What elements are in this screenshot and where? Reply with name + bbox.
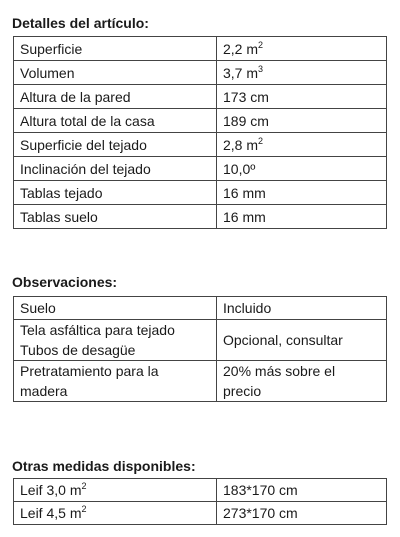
observations-table [13, 296, 387, 402]
detail-value: 2,2 $m^2$ [217, 37, 387, 61]
unit-superscript: 2 [258, 135, 264, 146]
detail-label: Superficie del tejado [14, 133, 217, 157]
detail-label: Tablas suelo [14, 205, 217, 229]
size-label: Leif 3,0 $m^2$ [14, 479, 217, 502]
detail-value: 16 mm [217, 205, 387, 229]
unit-superscript: 3 [258, 63, 264, 74]
other-sizes-table [13, 478, 387, 525]
observation-value: 20% más sobre el precio [217, 361, 387, 402]
observation-label: Tela asfáltica para tejado Tubos de desagüe [14, 320, 217, 361]
unit-superscript: 2 [258, 39, 264, 50]
size-value: 183*170 cm [217, 479, 387, 502]
detail-value: 173 cm [217, 85, 387, 109]
details-row-floor-boards [14, 205, 387, 229]
details-row-volume [14, 61, 387, 85]
observation-value: Opcional, consultar [217, 320, 387, 361]
other-sizes-heading: Otras medidas disponibles: [12, 458, 196, 474]
details-row-wall-height [14, 85, 387, 109]
details-row-total-height [14, 109, 387, 133]
observation-label: Suelo [14, 297, 217, 320]
detail-label: Inclinación del tejado [14, 157, 217, 181]
detail-value: 16 mm [217, 181, 387, 205]
details-heading: Detalles del artículo: [12, 15, 149, 31]
unit-superscript: 2 [81, 481, 87, 491]
observations-row-roofing [14, 320, 387, 361]
detail-label: Altura total de la casa [14, 109, 217, 133]
details-table [13, 36, 387, 229]
detail-label: Altura de la pared [14, 85, 217, 109]
observations-heading: Observaciones: [12, 274, 118, 290]
detail-label: Tablas tejado [14, 181, 217, 205]
detail-value: 10,0º [217, 157, 387, 181]
observation-value: Incluido [217, 297, 387, 320]
details-row-roof-pitch [14, 157, 387, 181]
observations-row-treatment [14, 361, 387, 402]
details-row-roof-surface [14, 133, 387, 157]
detail-value: 2,8 $m^2$ [217, 133, 387, 157]
detail-label: Superficie [14, 37, 217, 61]
detail-value: 3,7 $m^3$ [217, 61, 387, 85]
observation-label: Pretratamiento para la madera [14, 361, 217, 402]
size-value: 273*170 cm [217, 502, 387, 525]
detail-label: Volumen [14, 61, 217, 85]
details-row-surface [14, 37, 387, 61]
detail-value: 189 cm [217, 109, 387, 133]
details-row-roof-boards [14, 181, 387, 205]
other-sizes-row [14, 502, 387, 525]
unit-superscript: 2 [81, 504, 87, 514]
observations-row-floor [14, 297, 387, 320]
other-sizes-row [14, 479, 387, 502]
size-label: Leif 4,5 $m^2$ [14, 502, 217, 525]
